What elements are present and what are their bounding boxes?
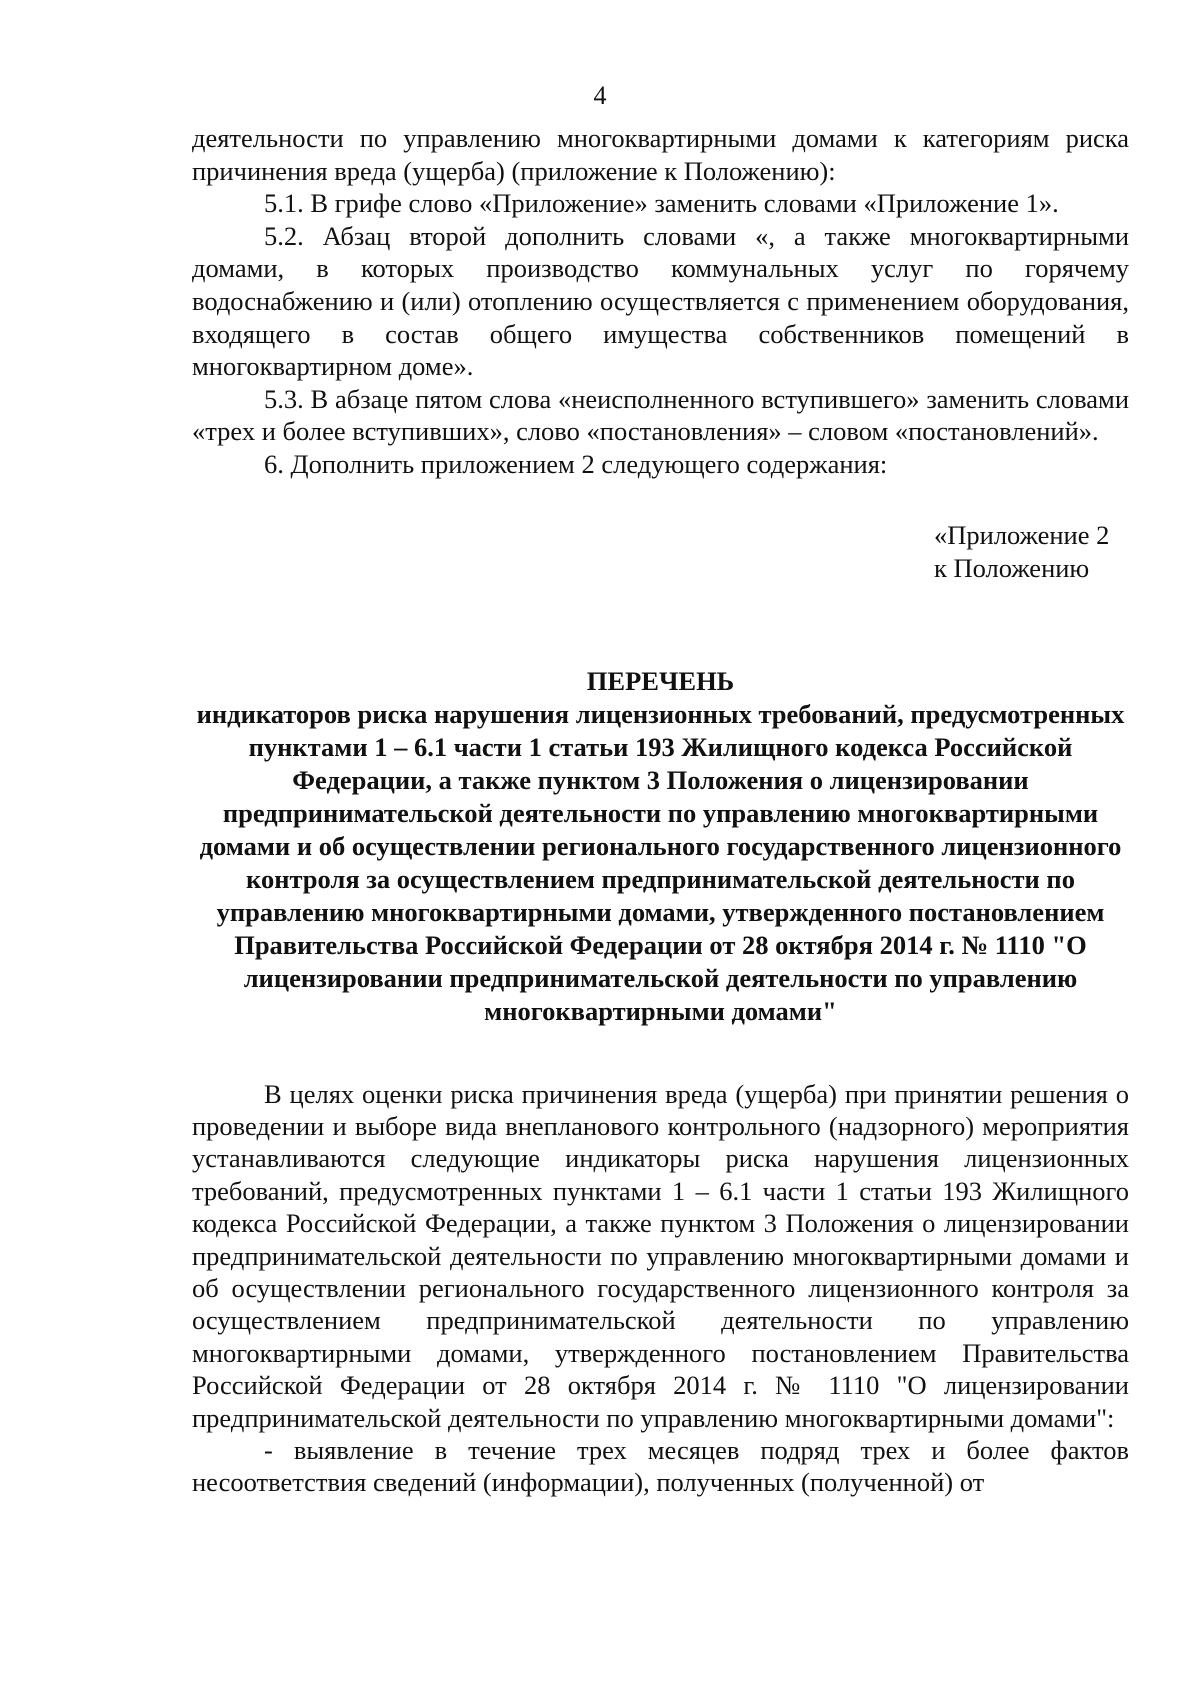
- document-content: [192, 122, 1129, 1499]
- list-heading: ПЕРЕЧЕНЬ: [586, 665, 735, 696]
- paragraph-5-3: 5.3. В абзаце пятом слова «неисполненного вступившего» заменить словами «трех и более вступивших», слово «постановления» – словом «постановлений».: [192, 383, 1129, 447]
- list-body: [192, 1078, 1129, 1499]
- list-title-block: [192, 665, 1129, 1028]
- paragraph-intro: деятельности по управлению многоквартирными домами к категориям риска причинения вреда (ущерба) (приложение к Положению):: [192, 123, 1129, 186]
- list-subtitle: индикаторов риска нарушения лицензионных требований, предусмотренных пунктами 1 – 6.1 части 1 статьи 193 Жилищного кодекса Российской Федерации, а также пунктом 3 Положения о лицензировании предпринимательской деятельности по управлению многоквартирными домами и об осуществлении регионального государственного лицензионного контроля за осуществлением предпринимательской деятельности по управлению многоквартирными домами, утвержденного постановлением Правительства Российской Федерации от 28 октября 2014 г. № 1110 "О лицензировании предпринимательской деятельности по управлению многоквартирными домами": [196, 698, 1125, 1026]
- page-number: 4: [593, 81, 607, 110]
- paragraph-5-2: 5.2. Абзац второй дополнить словами «, а также многоквартирными домами, в которых производство коммунальных услуг по горячему водоснабжению и (или) отоплению осуществляется с применением оборудования, входящего в состав общего имущества собственников помещений в многоквартирном доме».: [192, 220, 1129, 382]
- paragraph-5-1: 5.1. В грифе слово «Приложение» заменить словами «Приложение 1».: [264, 188, 1059, 219]
- appendix-stamp: [192, 519, 1119, 585]
- paragraph-6: 6. Дополнить приложением 2 следующего содержания:: [264, 448, 888, 479]
- appendix-line-1: «Приложение 2: [934, 519, 1110, 550]
- paragraph-item-1: - выявление в течение трех месяцев подряд трех и более фактов несоответствия сведений (информации), полученных (полученной) от: [192, 1435, 1129, 1498]
- paragraph-body-main: В целях оценки риска причинения вреда (ущерба) при принятии решения о проведении и выборе вида внепланового контрольного (надзорного) мероприятия устанавливаются следующие индикаторы риска нарушения лицензионных требований, предусмотренных пунктами 1 – 6.1 части 1 статьи 193 Жилищного кодекса Российской Федерации, а также пунктом 3 Положения о лицензировании предпринимательской деятельности по управлению многоквартирными домами и об осуществлении регионального государственного лицензионного контроля за осуществлением предпринимательской деятельности по управлению многоквартирными домами, утвержденного постановлением Правительства Российской Федерации от 28 октября 2014 г. № 1110 "О лицензировании предпринимательской деятельности по управлению многоквартирными домами":: [192, 1078, 1129, 1433]
- appendix-line-2: к Положению: [934, 552, 1090, 583]
